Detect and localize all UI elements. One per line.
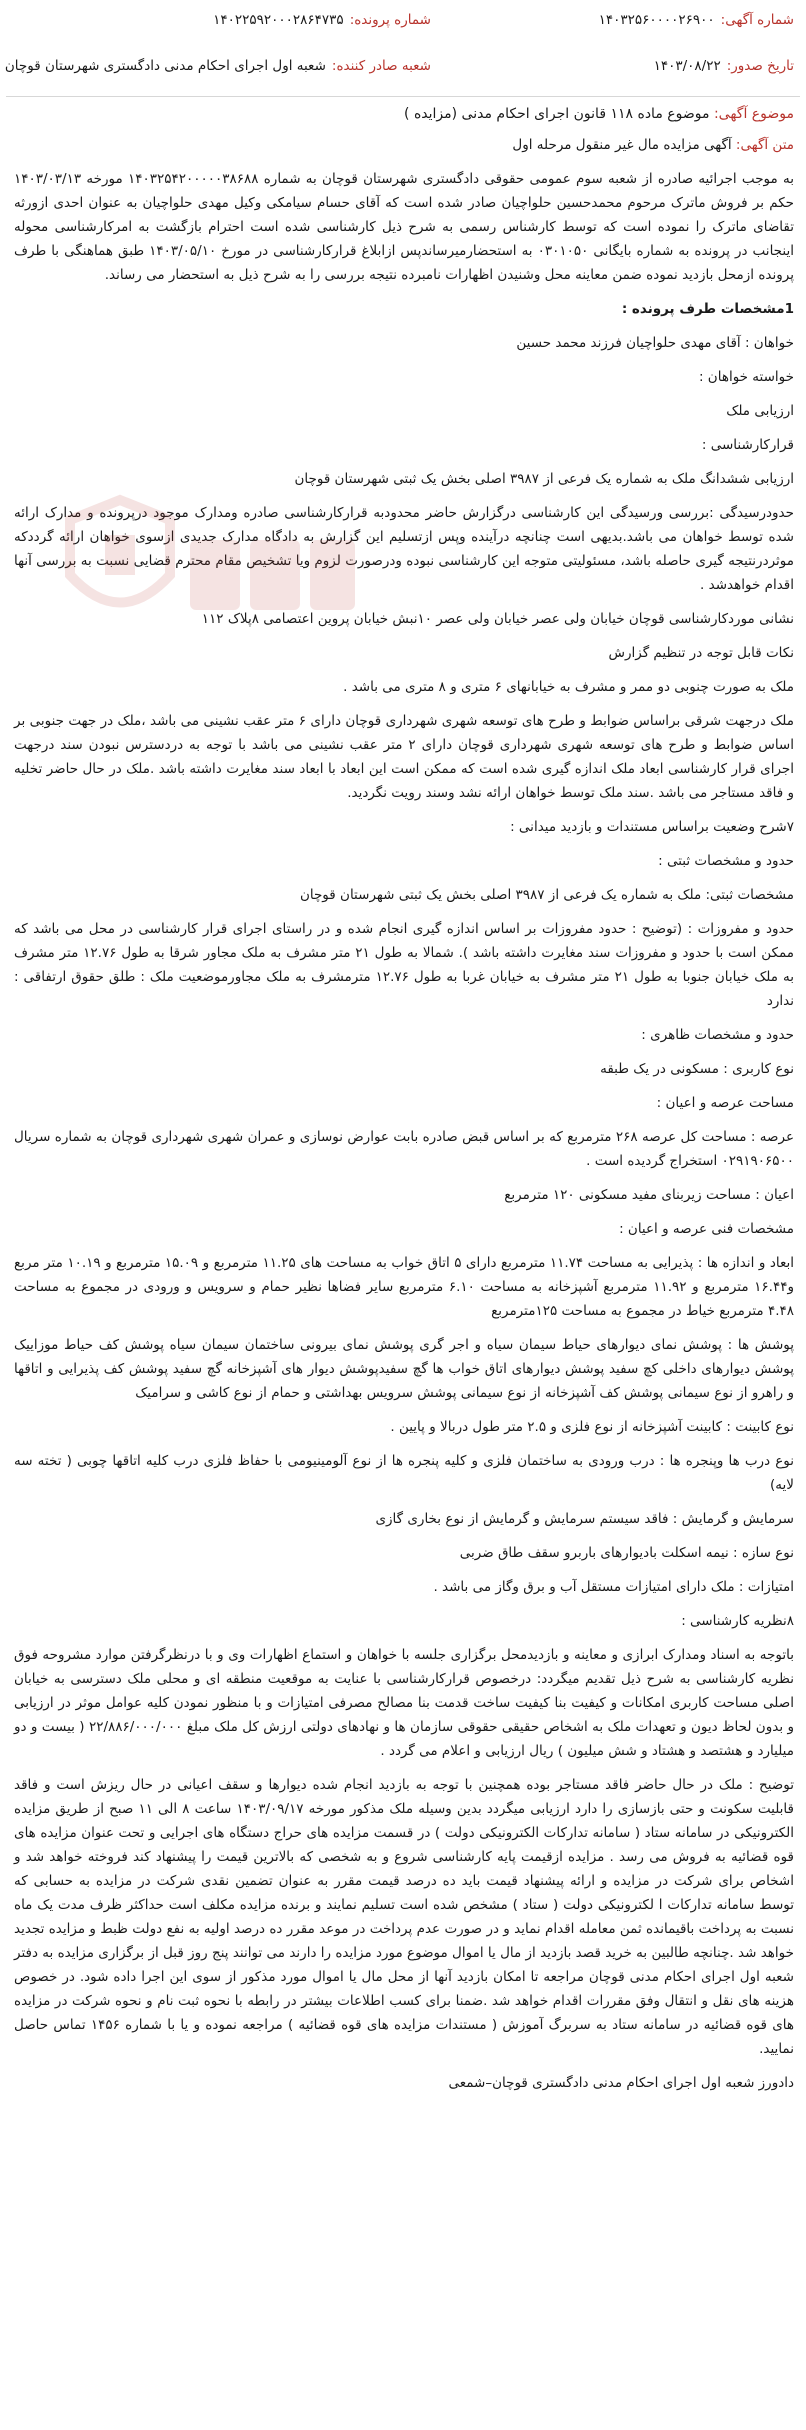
issuing-branch: شعبه اول اجرای احکام مدنی دادگستری شهرستان قوچان [4, 58, 326, 74]
ad-number: ۱۴۰۳۲۵۶۰۰۰۰۲۶۹۰۰ [598, 12, 715, 28]
body-paragraph [14, 1449, 794, 1497]
body-paragraph [14, 1023, 794, 1047]
body-text: توضیح : ملک در حال حاضر فاقد مستاجر بوده همچنین با توجه به بازدید انجام شده دیوارها و سقف اعیانی در حال ریزش است و فاقد قابلیت سکونت و حتی بازسازی را دارد ارزیابی میگردد بدین وسیله ملک مذکور مورخه ۱۴۰۳/۰۹/۱۷ ساعت ۸ الی ۱۱ صبح از طریق مزایده الکترونیکی در سامانه ستاد ( سامانه تدارکات الکترونیکی دولت ) در قسمت مزایده های حراج دستگاه های اجرایی و تحت عنوان مزایده های قوه قضائیه به فروش می رسد . مزایده ازقیمت پایه کارشناسی شروع و به شخصی که بالاترین قیمت را پیشنهاد کند فروخته خواهد شد و اشخاص برای شرکت در مزایده و ارائه پیشنهاد قیمت باید ده درصد قیمت مقرر به عنوان تضمین نقدی شرکت در مزایده به حسابی که توسط سامانه تدارکات ا لکترونیکی دولت ( ستاد ) مشخص شده است تسلیم نمایند و برنده مزایده مکلف است حداکثر ظرف مدت یک ماه نسبت به پرداخت باقیمانده ثمن معامله اقدام نماید و در صورت عدم پرداخت در موعد مقرر ده درصد اولیه به نفع دولت ظبط و مزایده تجدید خواهد شد .چنانچه طالبین به خرید قصد بازدید از مال یا اموال موضوع مورد مزایده را دارند می توانند پنج روز قبل از برگزاری مزایده به دفتر شعبه اول اجرای احکام مدنی قوچان مراجعه تا امکان بازدید آنها از محل مال یا اموال مورد مذکور از سوی این اجرا داده شود. در خصوص هزینه های نقل و انتقال وفق مقررات اقدام خواهد شد .ضمنا برای کسب اطلاعات بیشتر در رابطه با نحوه ثبت نام و نحوه شرکت در مزایده های قوه قضائیه در سامانه ستاد به سربرگ آموزش ( مستندات مزایده های قوه قضائیه ) مراجعه نموده و یا با شماره ۱۴۵۶ تماس حاصل نمایید. [14, 1777, 795, 2057]
body-text: حدود و مشخصات ثبتی : [658, 853, 794, 869]
subject-label: موضوع آگهی: [713, 106, 794, 122]
body-paragraph [14, 1609, 794, 1633]
body-text: 1مشخصات طرف پرونده : [621, 301, 794, 317]
body-paragraph [14, 167, 794, 287]
body-paragraph [14, 917, 794, 1013]
body-text: نوع کابینت : کابینت آشپزخانه از نوع فلزی و ۲.۵ متر طول دربالا و پایین . [390, 1419, 794, 1435]
body-paragraph [14, 467, 794, 491]
body-text: نکات قابل توجه در تنظیم گزارش [608, 645, 794, 661]
file-number: ۱۴۰۲۲۵۹۲۰۰۰۲۸۶۴۷۳۵ [213, 12, 344, 28]
body-paragraph [14, 1251, 794, 1323]
body-text: ملک به صورت چنوبی دو ممر و مشرف به خیابانهای ۶ متری و ۸ متری می باشد . [343, 679, 794, 695]
body-text: ارزیابی ششدانگ ملک به شماره یک فرعی از ۳۹۸۷ اصلی بخش یک ثبتی شهرستان قوچان [294, 471, 794, 487]
body-paragraph [14, 1643, 794, 1763]
body-paragraph [14, 365, 794, 389]
body-label: متن آگهی: [735, 137, 794, 153]
header-divider [6, 96, 800, 97]
ad-number-label: شماره آگهی: [720, 12, 794, 28]
body-paragraph [14, 1333, 794, 1405]
body-paragraph [14, 501, 794, 597]
body-text: ۷شرح وضعیت براساس مستندات و بازدید میدانی : [510, 819, 794, 835]
ad-number-row [599, 12, 794, 28]
ad-subject [404, 106, 794, 122]
issuing-branch-label: شعبه صادر کننده: [331, 58, 431, 74]
body-paragraph [14, 1125, 794, 1173]
body-text: نشانی موردکارشناسی قوچان خیابان ولی عصر خیابان ولی عصر ۱۰نبش خیابان پروین اعتصامی ۸پلاک ۱۱۲ [201, 611, 794, 627]
body-paragraph [14, 1057, 794, 1081]
issue-date: ۱۴۰۳/۰۸/۲۲ [653, 58, 721, 74]
body-text: نوع سازه : نیمه اسکلت بادیوارهای باربرو سقف طاق ضربی [459, 1545, 794, 1561]
body-paragraph [14, 883, 794, 907]
body-text: آگهی مزایده مال غیر منقول مرحله اول [512, 137, 736, 153]
body-paragraph [14, 399, 794, 423]
body-text: باتوجه به اسناد ومدارک ابرازی و معاینه و بازدیدمحل برگزاری جلسه با خواهان و استماع اظهارات وی و با درنظرگرفتن موارد مشروحه فوق نظریه کارشناسی به شرح ذیل تقدیم میگردد: درخصوص قرارکارشناسی با عنایت به موقعیت منطقه ای و محلی ملک دسترسی به خیابان اصلی مساحت کاربری امکانات و کیفیت بنا کیفیت ساخت قدمت بنا مصالح مصرفی امتیازات و با منظور نمودن کلیه عوامل موثر در ارزیابی و بدون لحاظ دیون و تعهدات ملک به اشخاص حقیقی حقوقی سازمان ها و نهادهای دولتی ارزش کل ملک مبلغ ۲۲/۸۸۶/۰۰۰/۰۰۰ ( بیست و دو میلیارد و هشتصد و هشتاد و شش میلیون ) ریال ارزیابی و اعلام می گردد . [14, 1647, 794, 1759]
body-paragraph [14, 297, 794, 321]
body-paragraph [14, 133, 794, 157]
body-text: نوع درب ها وپنجره ها : درب ورودی به ساختمان فلزی و کلیه پنجره ها از نوع آلومینیومی با حفاظ فلزی درب کلیه اتاقها چوبی ( تخته سه لایه) [14, 1453, 794, 1493]
body-text: به موجب اجرائیه صادره از شعبه سوم عمومی حقوقی دادگستری شهرستان قوچان به شماره ۱۴۰۳۲۵۴۲۰۰۰۰۰۳۸۶۸۸ مورخه ۱۴۰۳/۰۳/۱۳ حکم بر فروش ماترک مرحوم محمدحسین حلواچیان صادر شده است که آقای حسام سیامکی وکیل مهدی حلواچیان به عنوان احدی ازورثه تقاضای ماترک را نموده است که توسط کارشناس رسمی به شرح ذیل کارشناسی شده است احترام بازگشت به امرکارشناسی محوله اینجانب در پرونده به شماره بایگانی ۰۳۰۱۰۵۰ به استحضارمیرساندپس ازابلاغ قرارکارشناسی در مورخ ۱۴۰۳/۰۵/۱۰ طبق هماهنگی با طرف پرونده ازمحل بازدید نموده ضمن معاینه محل وشنیدن اظهارات نامبرده نتیجه بررسی را به شرح ذیل به استحضار می رساند. [14, 171, 794, 283]
body-paragraph [14, 675, 794, 699]
body-text: مساحت عرصه و اعیان : [656, 1095, 794, 1111]
body-text: پوشش ها : پوشش نمای دیوارهای حیاط سیمان سیاه و اجر گری پوشش نمای بیرونی ساختمان سیمان سیاه پوشش کف حیاط موزاییک پوشش دیوارهای داخلی کچ سفید پوشش دیوارهای اتاق خواب ها گچ سفیدپوشش دیوار های آشپزخانه گچ سفید پوشش کف پذیرایی و اتاقها و راهرو از نوع سیمانی پوشش کف آشپزخانه از نوع سیمانی پوشش سرویس بهداشتی و حمام از نوع کاشی و سرامیک [14, 1337, 794, 1401]
body-text: ملک درجهت شرقی براساس ضوابط و طرح های توسعه شهری شهرداری قوچان دارای ۶ متر عقب نشینی می باشد ،ملک در جهت جنوبی بر اساس ضوابط و طرح های توسعه شهری شهرداری قوچان دارای ۲ متر عقب نشینی می باشد با توجه به دردسترس نبودن سند درجهت اجرای قرار کارشناسی ابعاد ملک اندازه گیری شده است که ممکن است این ابعاد با ابعاد سند مغایرت داشته باشد .ملک در حال حاضر تخلیه و فاقد مستاجر می باشد .سند ملک توسط خواهان ارائه نشد وسند رویت نگردید. [14, 713, 794, 801]
body-text: حدودرسیدگی :بررسی ورسیدگی این کارشناسی درگزارش حاضر محدودبه قرارکارشناسی صادره ومدارک موجود درپرونده و مدارک ارائه شده توسط خواهان می باشد.بدیهی است چنانچه درآینده وپس ازتسلیم این گزارش به دادگاه مدارک جدیدی ازسوی خواهان ارائه گرددکه موثردرنتیجه گیری حاصله باشد، مسئولیتی متوجه این کارشناسی نبوده ودرصورت لزوم ویا تشخیص مقام محترم قضایی نسبت به بررسی آنها اقدام خواهدشد . [14, 505, 794, 593]
body-text: دادورز شعبه اول اجرای احکام مدنی دادگستری قوچان–شمعی [448, 2075, 794, 2091]
body-text: حدود و مشخصات ظاهری : [641, 1027, 794, 1043]
body-text: مشخصات فنی عرصه و اعیان : [619, 1221, 794, 1237]
body-text: خواسته خواهان : [698, 369, 794, 385]
body-paragraph [14, 1415, 794, 1439]
body-paragraph [14, 709, 794, 805]
body-text: نوع کاربری : مسکونی در یک طبقه [600, 1061, 794, 1077]
subject-value: موضوع ماده ۱۱۸ قانون اجرای احکام مدنی (مزایده ) [404, 106, 710, 122]
body-text: مشخصات ثبتی: ملک به شماره یک فرعی از ۳۹۸۷ اصلی بخش یک ثبتی شهرستان قوچان [299, 887, 794, 903]
body-text: خواهان : آقای مهدی حلواچیان فرزند محمد حسین [516, 335, 794, 351]
body-paragraph [14, 1507, 794, 1531]
issue-date-label: تاریخ صدور: [726, 58, 794, 74]
body-paragraph [14, 849, 794, 873]
body-paragraph [14, 1575, 794, 1599]
body-text: اعیان : مساحت زیربنای مفید مسکونی ۱۲۰ مترمربع [504, 1187, 794, 1203]
body-text: ارزیابی ملک [726, 403, 794, 419]
body-paragraph [14, 1217, 794, 1241]
body-text: حدود و مفروزات : (توضیح : حدود مفروزات بر اساس اندازه گیری انجام شده و در راستای اجرای قرار کارشناسی در محل می باشد که ممکن است با حدود و مفروزات سند مغایرت داشته باشد ). شمالا به طول ۲۱ متر مشرف به ملک مجاور شرقا به طول ۱۲.۷۶ متر مشرف به ملک خیابان جنوبا به طول ۲۱ متر مشرف به خیابان غربا به طول ۱۲.۷۶ مترمشرف به ملک مجاورموضعیت ملک : طلق حقوق ارتفاقی : ندارد [14, 921, 794, 1009]
file-number-label: شماره پرونده: [349, 12, 431, 28]
body-text: ابعاد و اندازه ها : پذیرایی به مساحت ۱۱.۷۴ مترمربع دارای ۵ اتاق خواب به مساحت های ۱۱.۲۵ مترمربع و ۱۵.۰۹ مترمربع و ۱۰.۱۹ متر مربع و۱۶.۴۴ مترمربع و ۱۱.۹۲ مترمربع آشپزخانه به مساحت ۶.۱۰ مترمربع سایر فضاها نظیر حمام و سرویس و ورودی در مجموع به مساحت ۴.۴۸ مترمربع خیاط در مجموع به مساحت ۱۲۵مترمربع [14, 1255, 794, 1319]
body-text: سرمایش و گرمایش : فاقد سیستم سرمایش و گرمایش از نوع بخاری گازی [375, 1511, 794, 1527]
body-paragraph [14, 1773, 794, 2061]
ad-body [14, 133, 794, 2105]
body-paragraph [14, 1183, 794, 1207]
issue-date-row [654, 58, 794, 74]
ad-header [0, 0, 806, 96]
issuing-branch-row [5, 58, 431, 74]
file-number-row [213, 12, 431, 28]
body-paragraph [14, 641, 794, 665]
body-paragraph [14, 1091, 794, 1115]
body-text: ۸نظریه کارشناسی : [681, 1613, 794, 1629]
body-paragraph [14, 607, 794, 631]
body-paragraph [14, 331, 794, 355]
body-paragraph [14, 1541, 794, 1565]
body-paragraph [14, 2071, 794, 2095]
body-text: عرصه : مساحت کل عرصه ۲۶۸ مترمربع که بر اساس قبض صادره بابت عوارض نوسازی و عمران شهری شهرداری قوچان به شماره سریال ۰۲۹۱۹۰۶۵۰۰ استخراج گردیده است . [14, 1129, 794, 1169]
body-text: امتیازات : ملک دارای امتیازات مستقل آب و برق وگاز می باشد . [433, 1579, 794, 1595]
body-text: قرارکارشناسی : [701, 437, 794, 453]
body-paragraph [14, 815, 794, 839]
body-paragraph [14, 433, 794, 457]
